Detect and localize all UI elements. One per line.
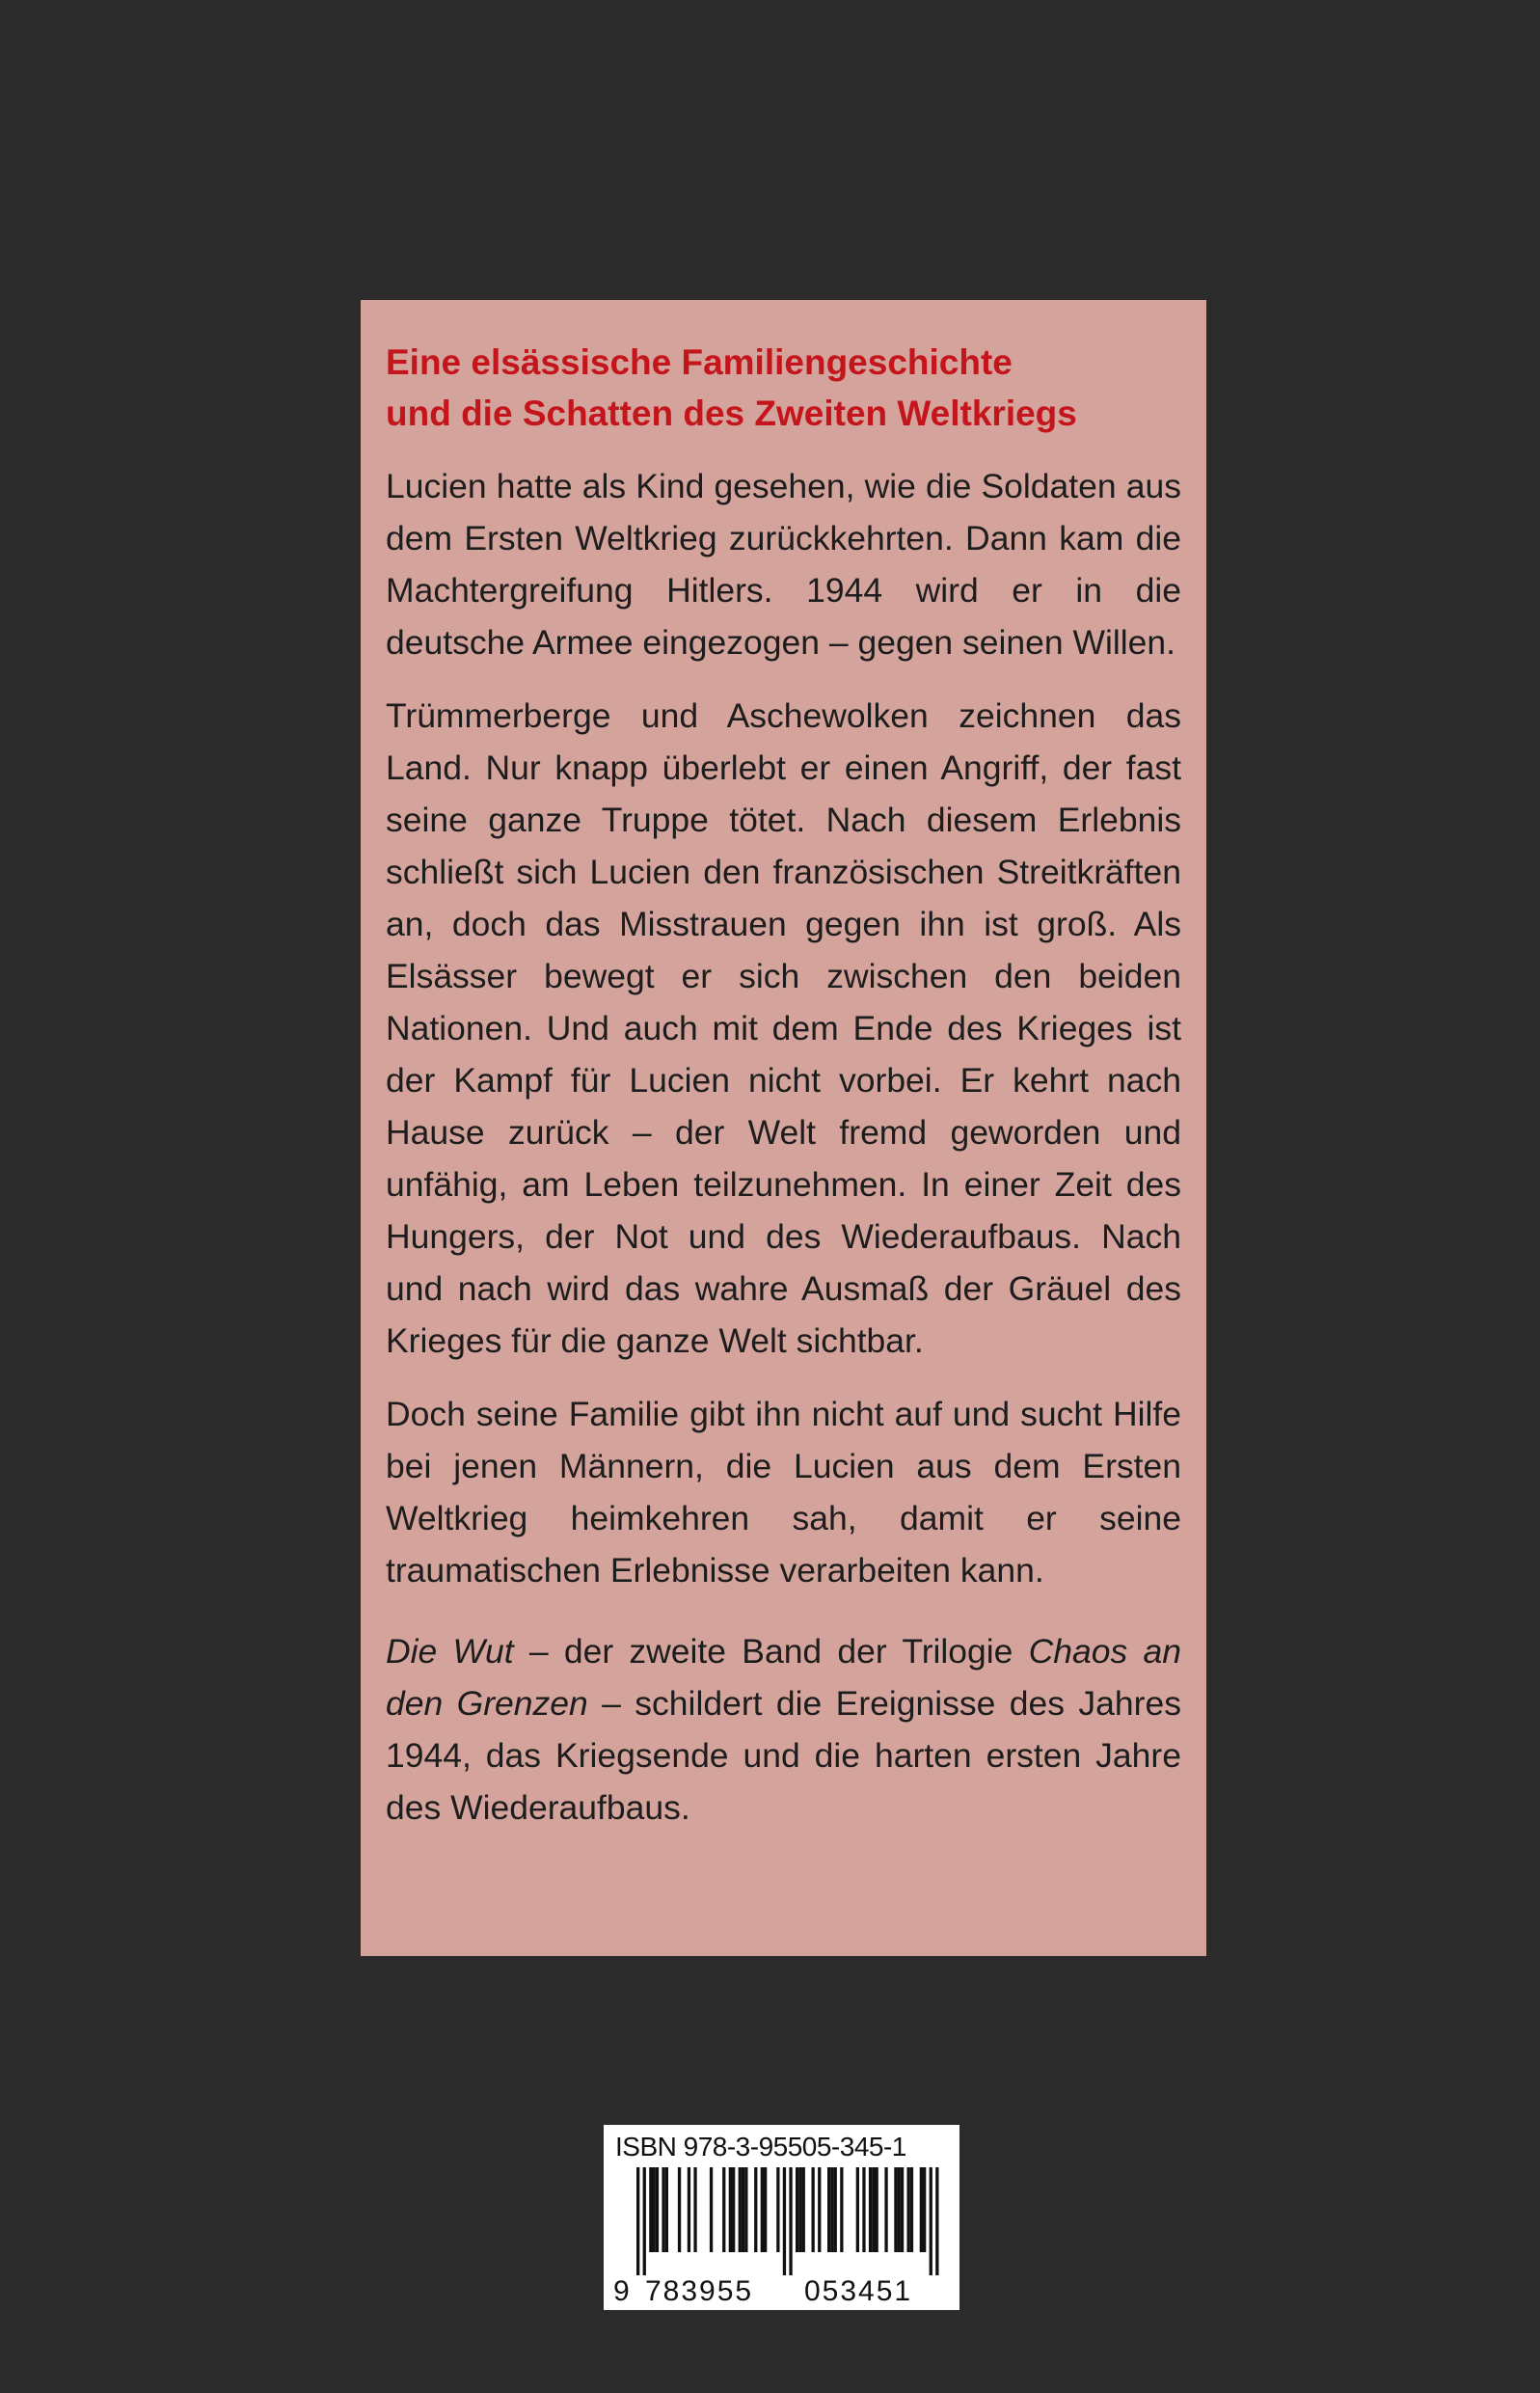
barcode-bar xyxy=(856,2167,859,2252)
book-title: Die Wut xyxy=(386,1632,514,1671)
headline-line-1: Eine elsässische Familiengeschichte xyxy=(386,342,1013,382)
barcode-bar xyxy=(796,2167,798,2252)
blurb-paragraph-4 xyxy=(386,1625,1181,1834)
barcode-bar xyxy=(862,2167,865,2252)
barcode-bar xyxy=(656,2167,659,2252)
barcode-bar xyxy=(678,2167,681,2252)
barcode-bar xyxy=(710,2167,713,2252)
barcode-bar xyxy=(802,2167,805,2252)
paragraph-4-end: – schildert die Ereignisse des Jahres 1944, das Kriegsende und die harten ersten Jahre des Wiederaufbaus. xyxy=(386,1684,1181,1827)
barcode-bar xyxy=(907,2167,910,2252)
barcode-bar xyxy=(693,2167,696,2252)
barcode-bar xyxy=(776,2167,779,2252)
barcode-bar xyxy=(923,2167,926,2252)
barcode-bar xyxy=(649,2167,652,2252)
barcode-bar xyxy=(789,2167,792,2275)
barcode-bar xyxy=(764,2167,767,2252)
barcode-bar xyxy=(898,2167,901,2252)
barcode-bar xyxy=(827,2167,830,2252)
blurb-paragraph-1: Lucien hatte als Kind gesehen, wie die Soldaten aus dem Ersten Weltkrieg zurückkehrten. Dann kam die Machtergreifung Hitlers. 1944 wird er in die deutsche Armee eingezogen – gegen seinen Willen. xyxy=(386,467,1181,662)
barcode-bar xyxy=(783,2167,786,2275)
barcode-bar xyxy=(872,2167,875,2252)
barcode-bar xyxy=(643,2167,646,2275)
isbn-barcode xyxy=(604,2125,959,2310)
barcode-bar xyxy=(729,2167,732,2252)
barcode-bar xyxy=(665,2167,668,2252)
barcode-bar xyxy=(930,2167,932,2275)
barcode-bar xyxy=(894,2167,897,2252)
barcode-bar xyxy=(920,2167,923,2252)
blurb-paragraph-3: Doch seine Familie gibt ihn nicht auf und sucht Hilfe bei jenen Männern, die Lucien aus dem Ersten Weltkrieg heimkehren sah, damit er seine traumatischen Erlebnisse verarbeiten kann. xyxy=(386,1395,1181,1590)
barcode-bar xyxy=(732,2167,735,2252)
barcode-bar xyxy=(754,2167,757,2252)
barcode-bar xyxy=(910,2167,913,2252)
barcode-bar xyxy=(818,2167,821,2252)
barcode-bar xyxy=(869,2167,872,2252)
headline-line-2: und die Schatten des Zweiten Weltkriegs xyxy=(386,394,1077,433)
barcode-bar xyxy=(662,2167,664,2252)
barcode-bar xyxy=(834,2167,837,2252)
barcode-bar xyxy=(830,2167,833,2252)
barcode-bar xyxy=(688,2167,690,2252)
barcode-digit-first: 9 xyxy=(613,2275,630,2307)
barcode-bar xyxy=(742,2167,744,2252)
barcode-bar xyxy=(901,2167,904,2252)
barcode-bar xyxy=(935,2167,938,2275)
barcode-bar xyxy=(884,2167,887,2252)
barcode-bars xyxy=(615,2167,950,2281)
barcode-bar xyxy=(636,2167,639,2275)
barcode-bar xyxy=(761,2167,764,2252)
series-title: Chaos an den Grenzen xyxy=(386,1632,1182,1723)
headline xyxy=(386,337,1181,439)
paragraph-4-middle: – der zweite Band der Trilogie xyxy=(513,1632,1029,1671)
barcode-bar xyxy=(812,2167,815,2252)
barcode-bar xyxy=(653,2167,656,2252)
isbn-label: ISBN 978-3-95505-345-1 xyxy=(615,2132,906,2162)
blurb-panel xyxy=(361,300,1206,1956)
barcode-bar xyxy=(739,2167,742,2252)
barcode-bar xyxy=(744,2167,747,2252)
barcode-bar xyxy=(876,2167,878,2252)
barcode-digits-right: 053451 xyxy=(804,2275,913,2307)
barcode-bar xyxy=(798,2167,801,2252)
blurb-paragraph-2: Trümmerberge und Aschewolken zeichnen das Land. Nur knapp überlebt er einen Angriff, der fast seine ganze Truppe tötet. Nach diesem Erlebnis schließt sich Lucien den französischen Streitkräften an, doch das Misstrauen gegen ihn ist groß. Als Elsässer bewegt er sich zwischen den beiden Nationen. Und auch mit dem Ende des Krieges ist der Kampf für Lucien nicht vorbei. Er kehrt nach Hause zurück – der Welt fremd geworden und unfähig, am Leben teilzunehmen. In einer Zeit des Hungers, der Not und des Wiederaufbaus. Nach und nach wird das wahre Ausmaß der Gräuel des Krieges für die ganze Welt sichtbar. xyxy=(386,696,1181,1360)
barcode-digits-left: 783955 xyxy=(645,2275,754,2307)
barcode-bar xyxy=(840,2167,843,2252)
barcode-bar xyxy=(722,2167,725,2252)
